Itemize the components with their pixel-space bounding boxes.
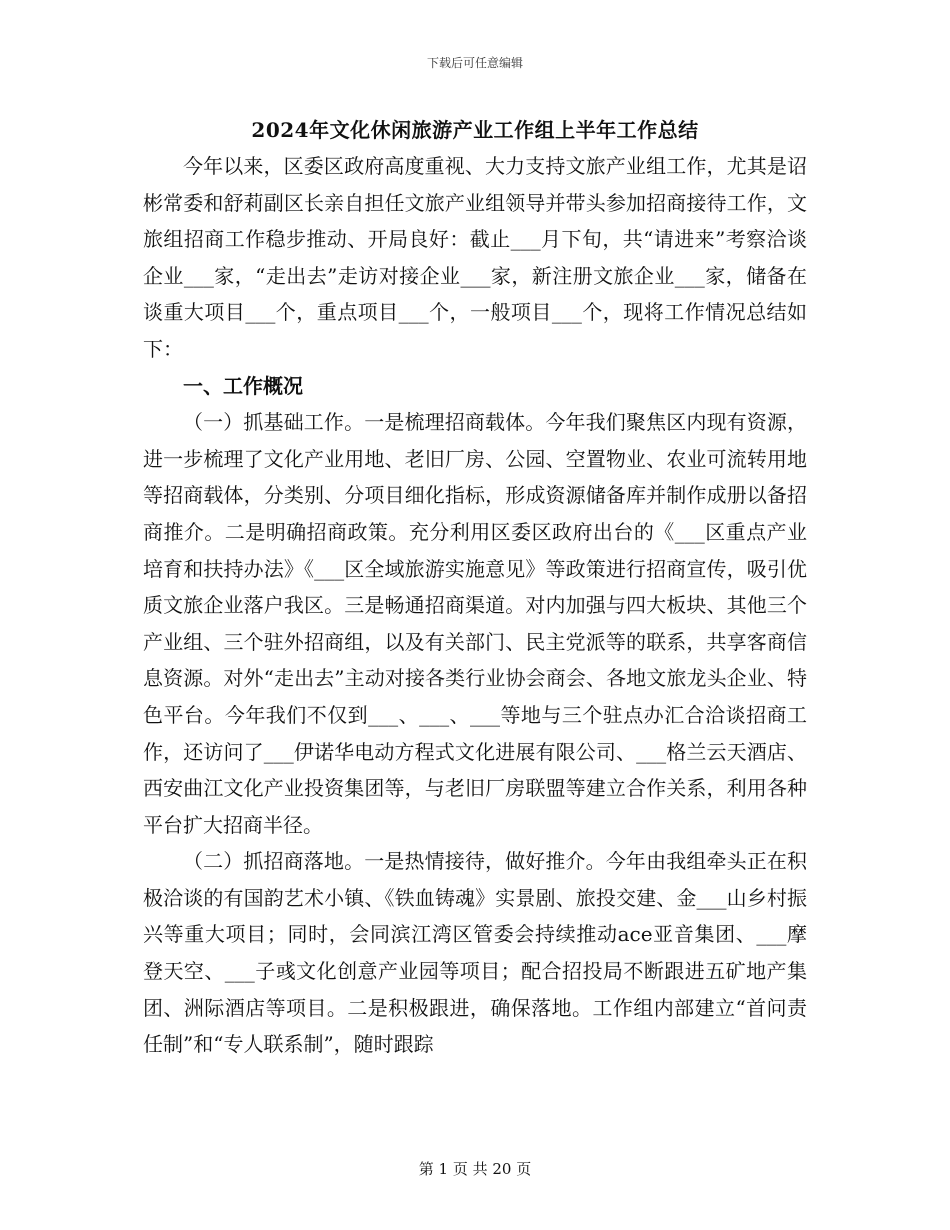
header-note: 下载后可任意编辑	[426, 56, 523, 70]
paragraph-investment-landing: （二）抓招商落地。一是热情接待，做好推介。今年由我组牵头正在积极洽谈的有国韵艺术小镇、《铁血铸魂》实景剧、旅投交建、金___山乡村振兴等重大项目；同时，会同滨江湾区管委会持续推动ace亚音集团、___摩登天空、___子彧文化创意产业园等项目；配合招投局不断跟进五矿地产集团、洲际酒店等项目。二是积极跟进，确保落地。工作组内部建立“首问责任制”和“专人联系制”，随时跟踪	[143, 849, 807, 1057]
paragraph-basic-work: （一）抓基础工作。一是梳理招商载体。今年我们聚焦区内现有资源，进一步梳理了文化产业用地、老旧厂房、公园、空置物业、农业可流转用地等招商载体，分类别、分项目细化指标，形成资源储备库并制作成册以备招商推介。二是明确招商政策。充分利用区委区政府出台的《___区重点产业培育和扶持办法》《___区全域旅游实施意见》等政策进行招商宣传，吸引优质文旅企业落户我区。三是畅通招商渠道。对内加强与四大板块、其他三个产业组、三个驻外招商组，以及有关部门、民主党派等的联系，共享客商信息资源。对外“走出去”主动对接各类行业协会商会、各地文旅龙头企业、特色平台。今年我们不仅到___、___、___等地与三个驻点办汇合洽谈招商工作，还访问了___伊诺华电动方程式文化进展有限公司、___格兰云天酒店、西安曲江文化产业投资集团等，与老旧厂房联盟等建立合作关系，利用各种平台扩大招商半径。	[143, 410, 807, 837]
page-footer: 第 1 页 共 20 页	[418, 1160, 532, 1178]
document-body	[143, 148, 807, 1063]
intro-paragraph: 今年以来，区委区政府高度重视、大力支持文旅产业组工作，尤其是诏彬常委和舒莉副区长亲自担任文旅产业组领导并带头参加招商接待工作，文旅组招商工作稳步推动、开局良好：截止___月下旬，共“请进来”考察洽谈企业___家，“走出去”走访对接企业___家，新注册文旅企业___家，储备在谈重大项目___个，重点项目___个，一般项目___个，现将工作情况总结如下：	[143, 154, 807, 361]
section-heading-overview: 一、工作概况	[183, 373, 303, 398]
document-title: 2024年文化休闲旅游产业工作组上半年工作总结	[251, 118, 699, 142]
